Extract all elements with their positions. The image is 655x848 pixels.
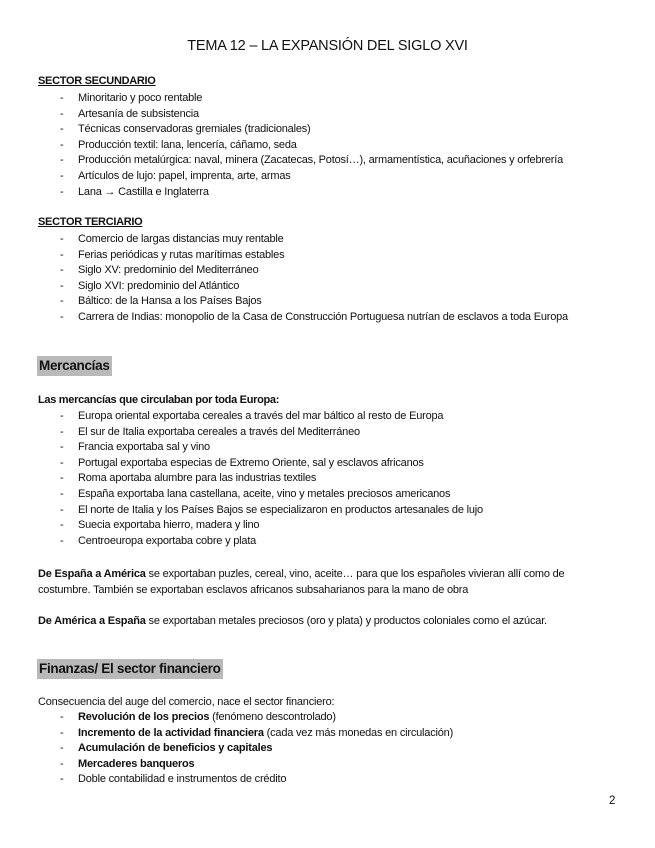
list-item: - El norte de Italia y los Países Bajos se especializaron en productos artesanales de lujo: [0, 503, 483, 519]
list-item: [0, 772, 453, 788]
list-item: [0, 726, 453, 742]
sector-secundario-heading: SECTOR SECUNDARIO: [38, 75, 156, 87]
list-item-rest: (cada vez más monedas en circulación): [263, 726, 454, 739]
list-item-bold: Revolución de los precios: [78, 711, 210, 723]
mercancias-heading: Mercancías: [37, 356, 112, 376]
espana-america-text: se exportaban puzles, cereal, vino, aceite… para que los españoles vivieran allí como de costumbre. También se exportaban esclavos africanos subsaharianos para la mano de obra: [38, 568, 565, 596]
list-item-rest: (fenómeno descontrolado): [209, 711, 336, 723]
list-item: - Artículos de lujo: papel, imprenta, arte, armas: [0, 169, 563, 185]
list-item: - Siglo XVI: predominio del Atlántico: [0, 279, 568, 295]
sector-terciario-list: [0, 232, 568, 326]
list-item-bold: Acumulación de beneficios y capitales: [78, 742, 273, 755]
mercancias-list: [0, 409, 483, 549]
list-item: - Carrera de Indias: monopolio de la Casa de Construcción Portuguesa nutrían de esclavos a toda Europa: [0, 310, 568, 326]
espana-america-label: De España a América: [38, 568, 146, 580]
sector-terciario-heading: SECTOR TERCIARIO: [38, 216, 143, 228]
list-item: - Europa oriental exportaba cereales a través del mar báltico al resto de Europa: [0, 409, 483, 425]
sector-secundario-list: [0, 91, 563, 200]
list-item: - Portugal exportaba especias de Extremo Oriente, sal y esclavos africanos: [0, 456, 483, 472]
list-item: - Ferias periódicas y rutas marítimas estables: [0, 248, 568, 264]
list-item-bold: Mercaderes banqueros: [78, 757, 195, 770]
list-item: - Centroeuropa exportaba cobre y plata: [0, 534, 483, 550]
america-espana-paragraph: [38, 613, 618, 629]
list-item: - Técnicas conservadoras gremiales (tradicionales): [0, 122, 563, 138]
list-item: - Suecia exportaba hierro, madera y lino: [0, 518, 483, 534]
list-item: - Lana → Castilla e Inglaterra: [0, 185, 563, 201]
list-item-bold: Incremento de la actividad financiera: [78, 726, 264, 739]
list-item: - Comercio de largas distancias muy rentable: [0, 232, 568, 248]
finanzas-list: [0, 710, 453, 788]
list-item: - Siglo XV: predominio del Mediterráneo: [0, 263, 568, 279]
finanzas-intro: Consecuencia del auge del comercio, nace el sector financiero:: [38, 696, 335, 708]
list-item: - El sur de Italia exportaba cereales a través del Mediterráneo: [0, 425, 483, 441]
list-item: - Artesanía de subsistencia: [0, 107, 563, 123]
list-item-rest: Doble contabilidad e instrumentos de crédito: [78, 773, 287, 786]
america-espana-label: De América a España: [38, 615, 146, 627]
list-item: [0, 741, 453, 757]
america-espana-text: se exportaban metales preciosos (oro y plata) y productos coloniales como el azúcar.: [145, 615, 547, 627]
espana-america-paragraph: [38, 566, 618, 598]
list-item: [0, 710, 453, 726]
list-item: - Roma aportaba alumbre para las industrias textiles: [0, 471, 483, 487]
finanzas-heading: Finanzas/ El sector financiero: [37, 659, 223, 679]
list-item: - Producción textil: lana, lencería, cáñamo, seda: [0, 138, 563, 154]
list-item: - Francia exportaba sal y vino: [0, 440, 483, 456]
page-number: 2: [609, 795, 616, 807]
list-item: - Báltico: de la Hansa a los Países Bajos: [0, 294, 568, 310]
list-item: - España exportaba lana castellana, aceite, vino y metales preciosos americanos: [0, 487, 483, 503]
list-item: [0, 757, 453, 773]
document-title: TEMA 12 – LA EXPANSIÓN DEL SIGLO XVI: [187, 38, 468, 54]
mercancias-subheading: Las mercancías que circulaban por toda Europa:: [38, 394, 280, 406]
list-item: - Minoritario y poco rentable: [0, 91, 563, 107]
list-item: - Producción metalúrgica: naval, minera (Zacatecas, Potosí…), armamentística, acuñaciones y orfebrería: [0, 153, 563, 169]
